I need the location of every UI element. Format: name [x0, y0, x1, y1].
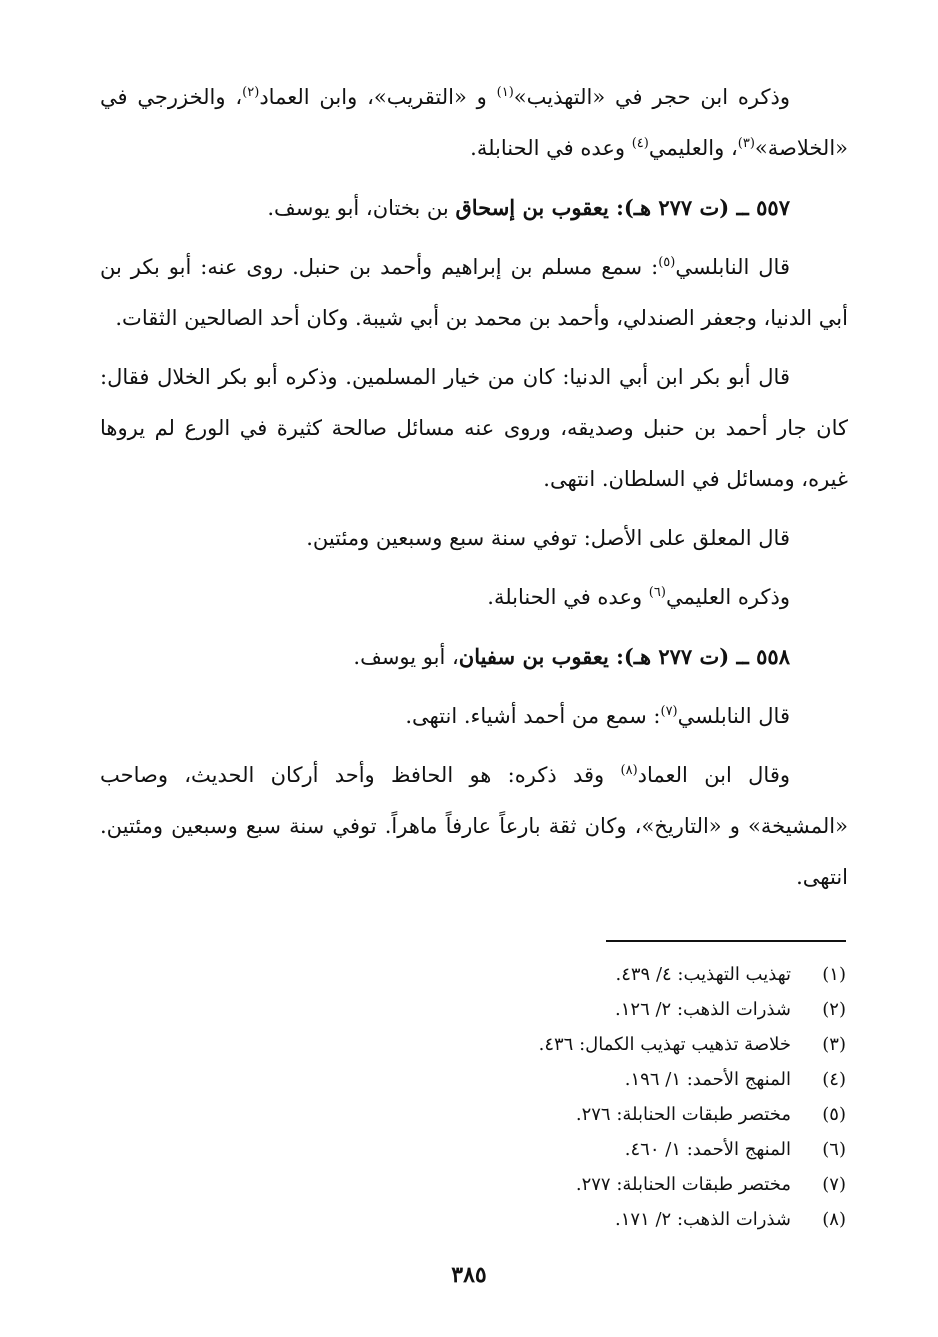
footnote-ref-7[interactable]: (٧) — [660, 704, 678, 719]
entry-name: يعقوب بن سفيان — [458, 644, 609, 669]
footnote-text: شذرات الذهب: ٢/ ١٧١. — [615, 1209, 791, 1230]
footnotes-list — [100, 957, 846, 1237]
paragraph-3: قال أبو بكر ابن أبي الدنيا: كان من خيار المسلمين. وذكره أبو بكر الخلال فقال: كان جار أحمد بن حنبل وصديقه، وروى عنه مسائل صالحة كثيرة في الورع لم يروها غيره، ومسائل في السلطان. انتهى. — [100, 365, 848, 491]
footnote-item — [100, 1202, 846, 1237]
paragraph-text: وعده في الحنابلة. — [470, 136, 632, 160]
footnote-divider — [606, 940, 846, 942]
footnote-text: المنهج الأحمد: ١/ ١٩٦. — [624, 1069, 791, 1090]
footnote-number: (٢) — [822, 999, 846, 1020]
footnote-number: (٥) — [822, 1104, 846, 1125]
entry-heading-557 — [100, 182, 848, 234]
footnote-item — [100, 992, 846, 1027]
paragraph-text: وعده في الحنابلة. — [487, 585, 649, 609]
footnote-ref-5[interactable]: (٥) — [658, 255, 676, 270]
paragraph-2 — [100, 242, 848, 344]
paragraph-text: : سمع من أحمد أشياء. انتهى. — [405, 704, 661, 728]
paragraph-6 — [100, 691, 848, 742]
paragraph-text: ، والخزرجي في «الخلاصة» — [100, 85, 848, 160]
footnote-ref-8[interactable]: (٨) — [620, 763, 638, 778]
footnote-ref-4[interactable]: (٤) — [631, 136, 649, 151]
footnote-item — [100, 1097, 846, 1132]
footnote-item — [100, 1132, 846, 1167]
footnote-item — [100, 1167, 846, 1202]
footnote-text: خلاصة تذهيب تهذيب الكمال: ٤٣٦. — [538, 1034, 791, 1055]
paragraph-5 — [100, 572, 848, 623]
footnote-text: تهذيب التهذيب: ٤/ ٤٣٩. — [615, 964, 791, 985]
footnote-item — [100, 1027, 846, 1062]
entry-name: يعقوب بن إسحاق — [455, 195, 609, 220]
paragraph-7 — [100, 750, 848, 903]
paragraph-text: وقد ذكره: هو الحافظ وأحد أركان الحديث، وصاحب «المشيخة» و «التاريخ»، وكان ثقة بارعاً عارفاً ماهراً. توفي سنة سبع وسبعين ومئتين. انتهى. — [100, 763, 848, 889]
footnote-ref-3[interactable]: (٣) — [737, 136, 755, 151]
footnote-item — [100, 957, 846, 992]
page-body — [100, 72, 848, 911]
footnote-ref-1[interactable]: (١) — [496, 85, 514, 100]
paragraph-text: وذكره ابن حجر في «التهذيب» — [513, 85, 790, 109]
paragraph-text: قال النابلسي — [677, 704, 790, 728]
paragraph-text: ، والعليمي — [648, 136, 738, 160]
footnote-item — [100, 1062, 846, 1097]
footnote-text: شذرات الذهب: ٢/ ١٢٦. — [615, 999, 791, 1020]
paragraph-text: وقال ابن العماد — [637, 763, 790, 787]
footnote-ref-6[interactable]: (٦) — [648, 585, 666, 600]
footnote-text: مختصر طبقات الحنابلة: ٢٧٧. — [575, 1174, 791, 1195]
paragraph-text: قال النابلسي — [675, 255, 790, 279]
entry-name-rest: بن بختان، أبو يوسف. — [267, 196, 456, 220]
page-number: ٣٨٥ — [451, 1262, 487, 1288]
footnote-number: (٣) — [822, 1034, 846, 1055]
footnote-number: (١) — [822, 964, 846, 985]
entry-name-rest: ، أبو يوسف. — [353, 645, 459, 669]
paragraph-text: و «التقريب»، وابن العماد — [259, 85, 497, 109]
paragraph-text: : سمع مسلم بن إبراهيم وأحمد بن حنبل. روى عنه: أبو بكر بن أبي الدنيا، وجعفر الصندلي، وأحمد بن محمد بن أبي شيبة. وكان أحد الصالحين الثقات. — [100, 255, 848, 330]
footnote-text: المنهج الأحمد: ١/ ٤٦٠. — [624, 1139, 791, 1160]
paragraph-1 — [100, 72, 848, 174]
entry-number-date: ٥٥٧ ــ (ت ٢٧٧ هـ): — [608, 195, 790, 220]
footnote-number: (٧) — [822, 1174, 846, 1195]
entry-heading-558 — [100, 631, 848, 683]
footnote-text: مختصر طبقات الحنابلة: ٢٧٦. — [575, 1104, 791, 1125]
paragraph-4: قال المعلق على الأصل: توفي سنة سبع وسبعين ومئتين. — [306, 526, 790, 550]
entry-number-date: ٥٥٨ ــ (ت ٢٧٧ هـ): — [608, 644, 790, 669]
footnote-number: (٨) — [822, 1209, 846, 1230]
footnote-ref-2[interactable]: (٢) — [242, 85, 260, 100]
footnote-number: (٤) — [822, 1069, 846, 1090]
footnote-number: (٦) — [822, 1139, 846, 1160]
paragraph-text: وذكره العليمي — [665, 585, 790, 609]
